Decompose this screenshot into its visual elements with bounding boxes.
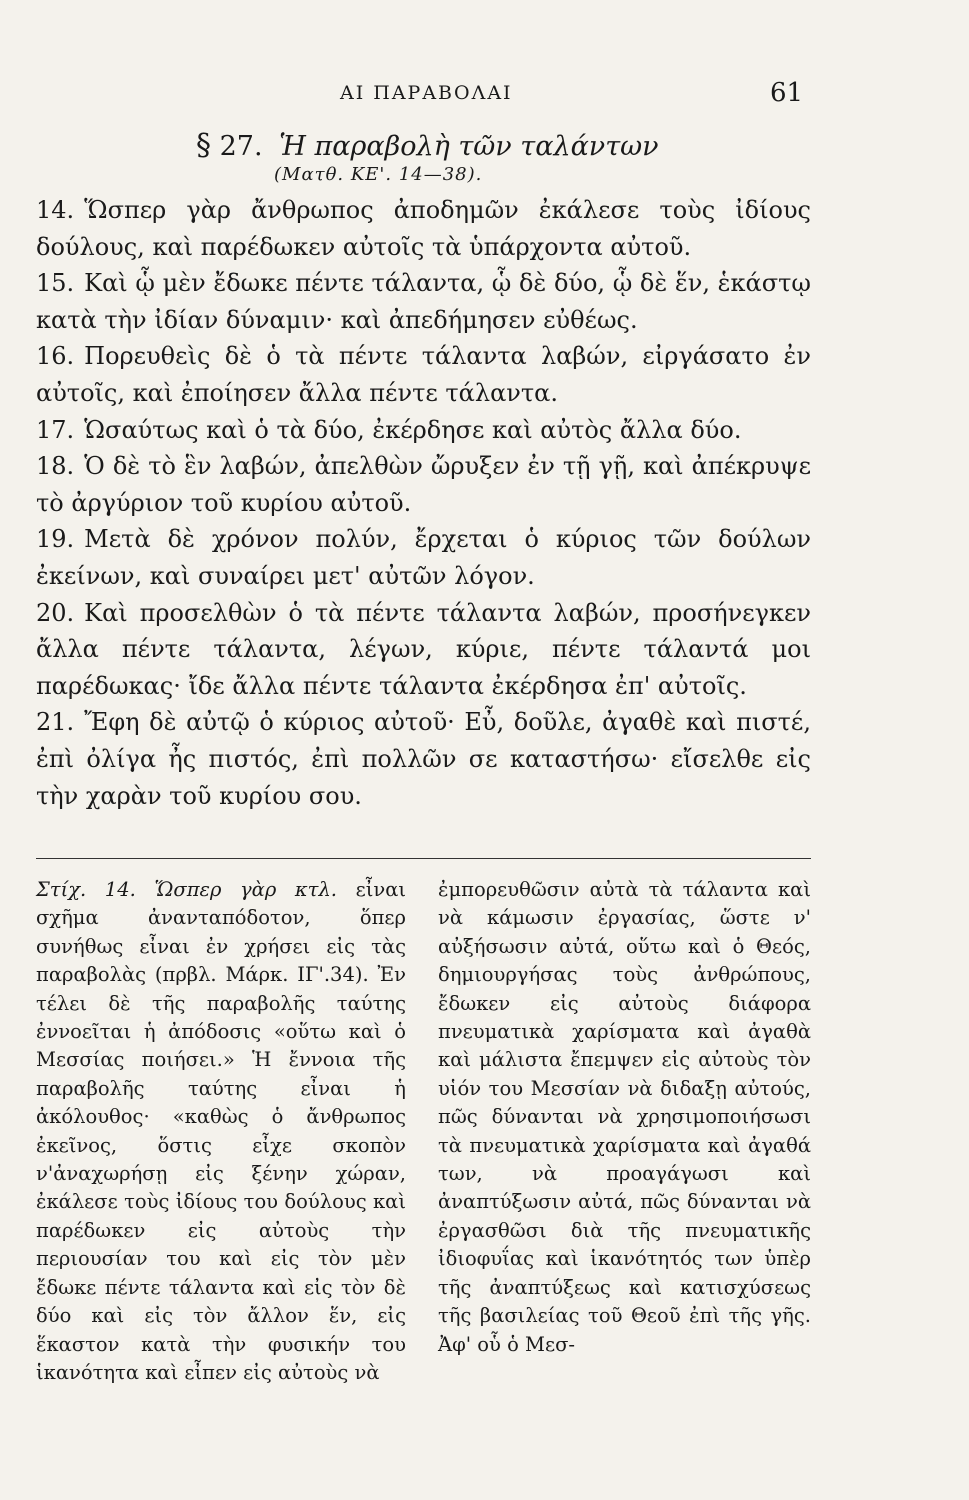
verse-number: 14. (36, 196, 75, 224)
verse-text: Μετὰ δὲ χρόνον πολύν, ἔρχεται ὁ κύριος τῶν δούλων ἐκείνων, καὶ συναίρει μετ' αὐτῶν λόγον. (36, 525, 811, 590)
verse-text: Καὶ προσελθὼν ὁ τὰ πέντε τάλαντα λαβών, προσήνεγκεν ἄλλα πέντε τάλαντα, λέγων, κύριε, πέντε τάλαντά μοι παρέδωκας· ἴδε ἄλλα πέντε τάλαντα ἐκέρδησα ἐπ' αὐτοῖς. (36, 598, 811, 700)
verse-number: 18. (36, 452, 75, 481)
section-title: Ἡ παραβολὴ τῶν ταλάντων (279, 131, 659, 162)
verse-19 (36, 521, 811, 594)
section-reference: (Ματθ. ΚΕ'. 14—38). (274, 164, 483, 185)
verse-number: 21. (36, 708, 75, 737)
commentary-lemma: Στίχ. 14. Ὥσπερ γὰρ κτλ. (36, 878, 338, 901)
verse-21 (36, 704, 811, 814)
running-title: ΑΙ ΠΑΡΑΒΟΛΑΙ (340, 82, 513, 104)
section-number: 27. (219, 131, 263, 162)
verse-number: 15. (36, 269, 75, 298)
running-head (0, 78, 969, 108)
verse-text: Πορευθεὶς δὲ ὁ τὰ πέντε τάλαντα λαβών, εἰργάσατο ἐν αὐτοῖς, καὶ ἐποίησεν ἄλλα πέντε τάλαντα. (36, 342, 811, 407)
verse-16 (36, 338, 811, 411)
verse-number: 17. (36, 415, 75, 444)
section-sign: § (196, 128, 211, 163)
commentary-column-left (36, 876, 406, 1387)
verse-text: Ὥσπερ γὰρ ἄνθρωπος ἀποδημῶν ἐκάλεσε τοὺς ἰδίους δούλους, καὶ παρέδωκεν αὐτοῖς τὰ ὑπάρχοντα αὐτοῦ. (36, 196, 811, 261)
verse-number: 16. (36, 342, 75, 371)
commentary-text: εἶναι σχῆμα ἀνανταπόδοτον, ὅπερ συνήθως εἶναι ἐν χρήσει εἰς τὰς παραβολὰς (πρβλ. Μάρκ. ΙΓ'.34). Ἐν τέλει δὲ τῆς παραβολῆς ταύτης ἐννοεῖται ἡ ἀπόδοσις «οὕτω καὶ ὁ Μεσσίας ποιήσει.» Ἡ ἔννοια τῆς παραβολῆς ταύτης εἶναι ἡ ἀκόλουθος· «καθὼς ὁ ἄνθρωπος ἐκεῖνος, ὅστις εἶχε σκοπὸν ν'ἀναχωρήσῃ εἰς ξένην χώραν, ἐκάλεσε τοὺς ἰδίους του δούλους καὶ παρέδωκεν εἰς αὐτοὺς τὴν περιουσίαν του καὶ εἰς τὸν μὲν ἔδωκε πέντε τάλαντα καὶ εἰς τὸν δὲ δύο καὶ εἰς τὸν ἄλλον ἕν, εἰς ἕκαστον κατὰ τὴν φυσικήν του ἱκανότητα καὶ εἶπεν εἰς αὐτοὺς νὰ (36, 878, 407, 1384)
verse-18 (36, 448, 811, 521)
page-number: 61 (770, 78, 804, 108)
verse-14 (36, 192, 811, 265)
commentary-column-right (438, 876, 811, 1359)
verse-list (36, 192, 811, 814)
verse-17 (36, 412, 811, 449)
verse-number: 19. (36, 525, 75, 554)
footnote-divider (36, 858, 811, 859)
verse-text: Καὶ ᾧ μὲν ἔδωκε πέντε τάλαντα, ᾧ δὲ δύο, ᾧ δὲ ἕν, ἑκάστῳ κατὰ τὴν ἰδίαν δύναμιν· καὶ ἀπεδήμησεν εὐθέως. (36, 269, 811, 334)
commentary-text: ἐμπορευθῶσιν αὐτὰ τὰ τάλαντα καὶ νὰ κάμωσιν ἐργασίας, ὥστε ν' αὐξήσωσιν αὐτά, οὕτω καὶ ὁ Θεός, δημιουργήσας τοὺς ἀνθρώπους, ἔδωκεν εἰς αὐτοὺς διάφορα πνευματικὰ χαρίσματα καὶ ἀγαθὰ καὶ μάλιστα ἔπεμψεν εἰς αὐτοὺς τὸν υἱόν του Μεσσίαν νὰ διδαξῃ αὐτούς, πῶς δύνανται νὰ χρησιμοποιήσωσι τὰ πνευματικὰ χαρίσματα καὶ ἀγαθά των, νὰ προαγάγωσι καὶ ἀναπτύξωσιν αὐτά, πῶς δύνανται νὰ ἐργασθῶσι διὰ τῆς πνευματικῆς ἰδιοφυΐας καὶ ἱκανότητός των ὑπὲρ τῆς ἀναπτύξεως καὶ κατισχύσεως τῆς βασιλείας τοῦ Θεοῦ ἐπὶ τῆς γῆς. Ἀφ' οὗ ὁ Μεσ- (438, 878, 811, 1356)
commentary-paragraph (36, 876, 406, 1387)
section-heading (196, 128, 659, 163)
verse-number: 20. (36, 598, 75, 627)
commentary-paragraph (438, 876, 811, 1359)
verse-text: Ἔφη δὲ αὐτῷ ὁ κύριος αὐτοῦ· Εὖ, δοῦλε, ἀγαθὲ καὶ πιστέ, ἐπὶ ὀλίγα ἦς πιστός, ἐπὶ πολλῶν σε καταστήσω· εἴσελθε εἰς τὴν χαρὰν τοῦ κυρίου σου. (36, 708, 811, 810)
verse-15 (36, 265, 811, 338)
verse-20 (36, 595, 811, 705)
verse-text: Ὁ δὲ τὸ ἓν λαβών, ἀπελθὼν ὤρυξεν ἐν τῇ γῇ, καὶ ἀπέκρυψε τὸ ἀργύριον τοῦ κυρίου αὐτοῦ. (36, 452, 811, 517)
verse-text: Ὡσαύτως καὶ ὁ τὰ δύο, ἐκέρδησε καὶ αὐτὸς ἄλλα δύο. (84, 415, 742, 444)
